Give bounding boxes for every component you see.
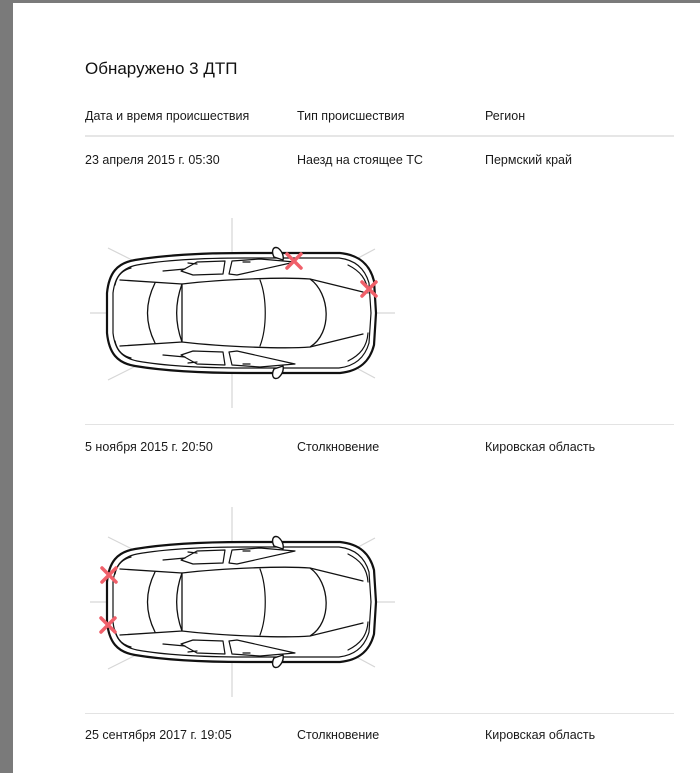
- column-header-region: Регион: [485, 109, 526, 123]
- row-divider: [85, 424, 674, 425]
- row-divider: [85, 713, 674, 714]
- column-header-date: Дата и время происшествия: [85, 109, 250, 123]
- accident-type: Наезд на стоящее ТС: [297, 153, 423, 167]
- accident-region: Пермский край: [485, 153, 572, 167]
- accident-date: 23 апреля 2015 г. 05:30: [85, 153, 220, 167]
- damage-diagram: [85, 502, 405, 702]
- header-divider: [85, 135, 674, 137]
- accident-date: 25 сентября 2017 г. 19:05: [85, 728, 232, 742]
- accident-region: Кировская область: [485, 440, 596, 454]
- accident-type: Столкновение: [297, 440, 380, 454]
- page-title: Обнаружено 3 ДТП: [85, 59, 238, 78]
- table-header: [85, 109, 685, 129]
- accident-type: Столкновение: [297, 728, 380, 742]
- table-row[interactable]: [85, 440, 685, 460]
- table-row[interactable]: [85, 728, 685, 748]
- table-row[interactable]: [85, 153, 685, 173]
- car-top-view-icon: [85, 213, 405, 413]
- car-top-view-icon: [85, 502, 405, 702]
- accident-report-page: [13, 3, 700, 773]
- damage-diagram: [85, 213, 405, 413]
- accident-region: Кировская область: [485, 728, 596, 742]
- accident-date: 5 ноября 2015 г. 20:50: [85, 440, 213, 454]
- column-header-type: Тип происшествия: [297, 109, 405, 123]
